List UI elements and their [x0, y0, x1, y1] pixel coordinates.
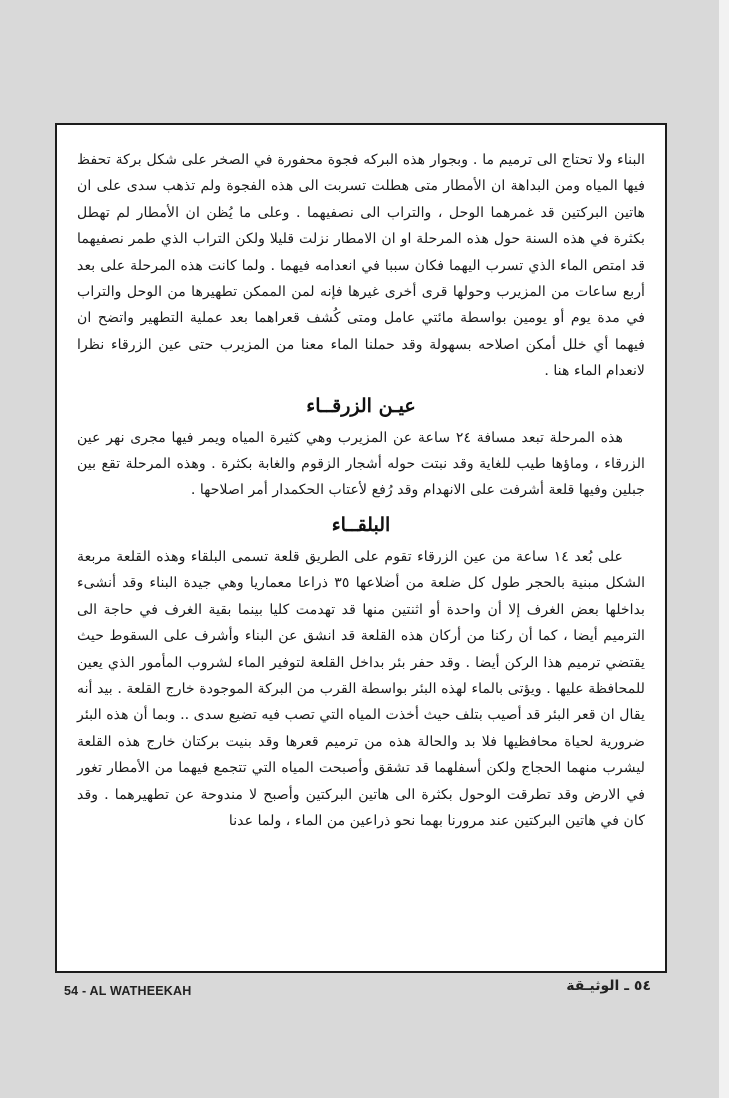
- article-body: [77, 147, 645, 834]
- paragraph-ein-zarqa: هذه المرحلة تبعد مسافة ٢٤ ساعة عن المزيرب وهي كثيرة المياه ويمر فيها مجرى نهر عين الزرقاء ، وماؤها طيب للغاية وقد نبتت حوله أشجار الزقوم والغابة بكثرة . وهذه المرحلة تقع بين جبلين وفيها قلعة أشرفت على الانهدام وقد رُفع لأعتاب الحكمدار أمر اصلاحها .: [77, 429, 645, 499]
- page-edge: [719, 0, 729, 1098]
- section-heading-ein-zarqa: عيـن الزرقــاء: [306, 394, 416, 417]
- paragraph-intro: البناء ولا تحتاج الى ترميم ما . وبجوار هذه البركه فجوة محفورة في الصخر على شكل بركة تحفظ فيها المياه ومن البداهة ان الأمطار متى هطلت تسربت الى هذه الفجوة ولم تذهب سدى على ان هاتين البركتين قد غمرهما الوحل ، والتراب الى نصفيهما . وعلى ما يُظن ان الأمطار لم تهطل بكثرة في هذه السنة حول هذه المرحلة او ان الامطار نزلت قليلا ولكن التراب الذي طمر نصفيهما قد امتص الماء الذي تسرب اليهما فكان سببا في انعدامه فيهما . ولما كانت هذه المرحلة على بعد أربع ساعات من المزيرب وحولها قرى أخرى غيرها فإنه لمن الممكن تطهيرها من الوحل والتراب في مدة يوم أو يومين بواسطة مائتي عامل ومتى كُشف قعراهما بعد عملية التطهير واتضح ان فيهما أي خلل أمكن اصلاحه بسهولة وقد حملنا الماء معنا من المزيرب حتى عين الزرقاء نظرا لانعدام الماء هنا .: [77, 152, 645, 380]
- section-heading-balqa: البلقــاء: [331, 513, 391, 536]
- paragraph-balqa: على بُعد ١٤ ساعة من عين الزرقاء تقوم على الطريق قلعة تسمى البلقاء وهذه القلعة مربعة الشكل مبنية بالحجر طول كل ضلعة من أضلاعها ٣٥ ذراعا معماريا وهي جيدة البناء وقد أنشىء بداخلها بعض الغرف إلا أن واحدة أو اثنتين منها قد تهدمت كليا بينما بقية الغرف في حاجة الى الترميم أيضا ، كما أن ركنا من أركان هذه القلعة قد انشق عن البناء وأشرف على السقوط حيث يقتضي ترميم هذا الركن أيضا . وقد حفر بئر بداخل القلعة لتوفير الماء لشروب المأمور الذي يعين للمحافظة عليها . ويؤتى بالماء لهذه البئر بواسطة القرب من البركة الموجودة خارج القلعة . بيد أنه يقال ان قعر البئر قد أصيب بتلف حيث أخذت المياه التي تصب فيه تضيع سدى .. وبما أن هذه البئر ضرورية لحياة محافظيها فلا بد والحالة هذه من ترميم قعرها وقد بنيت بركتان خارج هذه القلعة ليشرب منهما الحجاج ولكن أسفلهما قد تشقق وأصبحت المياه التي تتجمع فيهما من الأمطار تغور في الارض وقد تطرقت الوحول بكثرة الى هاتين البركتين وأصبح لا مندوحة عن تطهيرهما . وقد كان في هاتين البركتين عند مرورنا بهما نحو ذراعين من الماء ، ولما عدنا: [77, 548, 646, 829]
- text-frame: [55, 123, 667, 973]
- footer-page-label-latin: 54 - AL WATHEEKAH: [64, 984, 192, 998]
- footer-page-label-arabic: ٥٤ ـ الوثيـقة: [566, 978, 651, 994]
